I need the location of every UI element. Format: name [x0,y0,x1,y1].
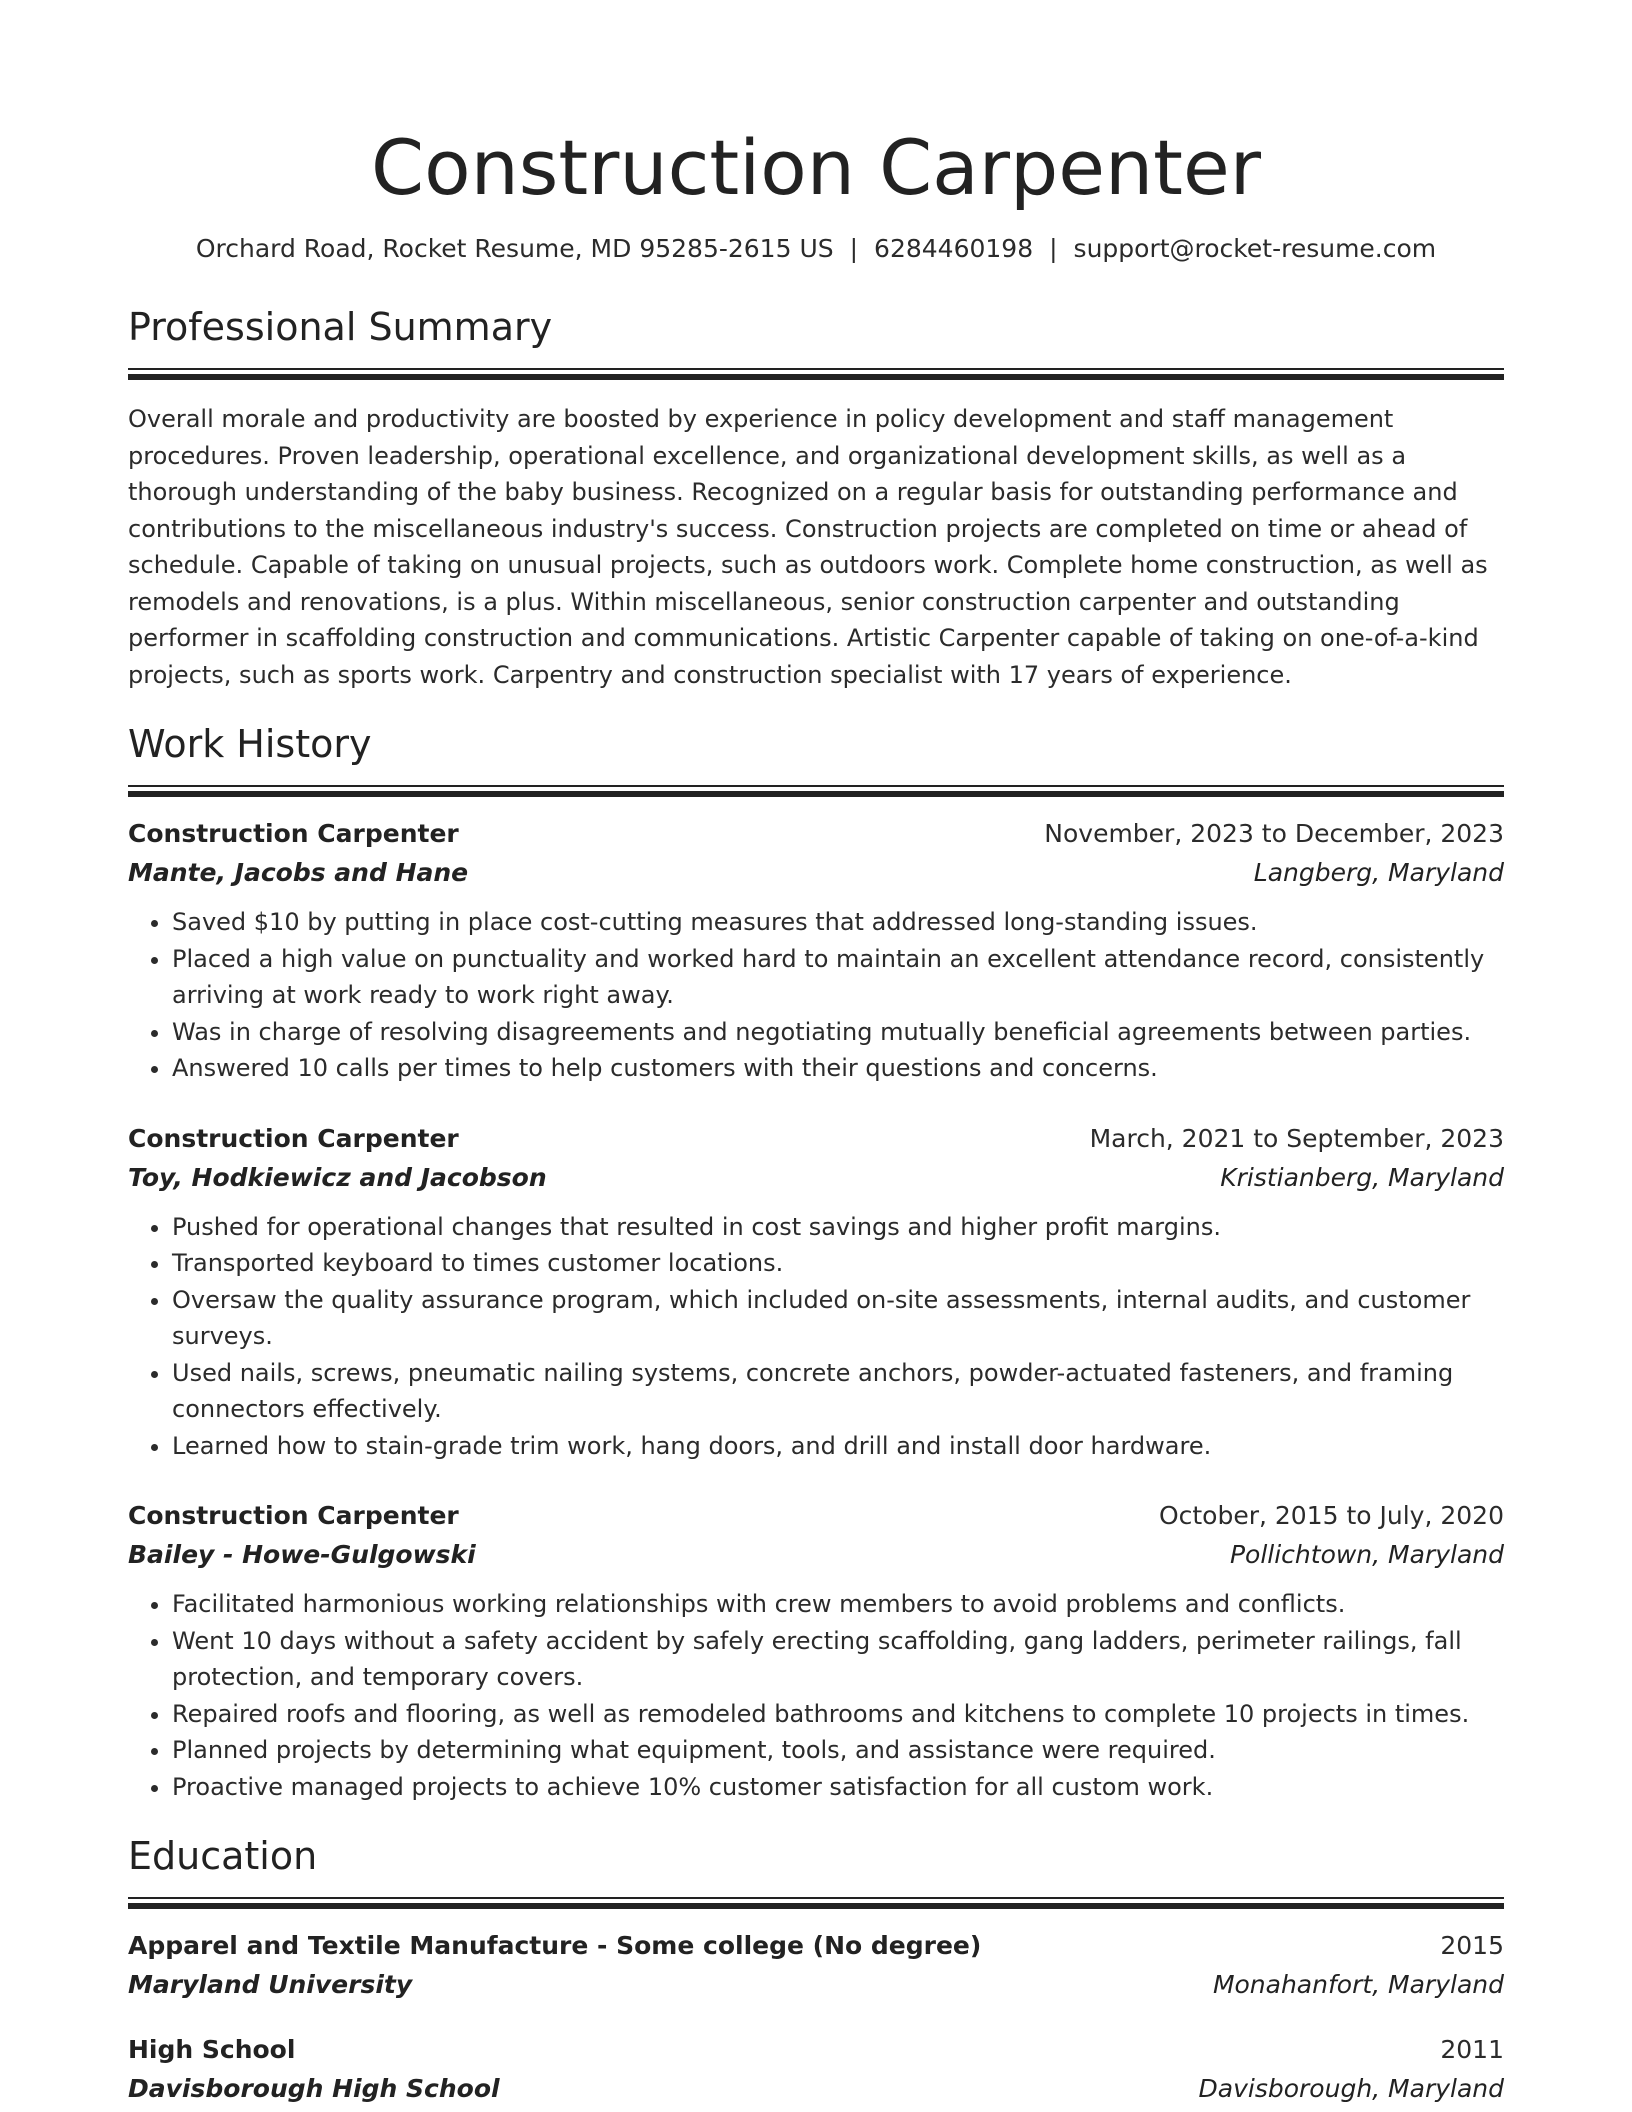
job-entry [128,1119,1504,1465]
job-location: Pollichtown, Maryland [1229,1540,1504,1569]
contact-phone: 6284460198 [874,234,1034,263]
job-header [128,814,1504,854]
section-title-education: Education [128,1834,318,1878]
job-company: Bailey - Howe-Gulgowski [128,1540,476,1569]
job-bullet: • Pushed for operational changes that resulted in cost savings and higher profit margins. [172,1209,1504,1246]
section-divider [128,785,1504,798]
education-subheader [128,2070,1504,2108]
job-subheader [128,854,1504,892]
job-entry [128,1496,1504,1805]
contact-email: support@rocket-resume.com [1073,234,1437,263]
job-title: Construction Carpenter [128,1501,459,1530]
job-company: Toy, Hodkiewicz and Jacobson [128,1162,547,1192]
job-bullet: • Repaired roofs and flooring, as well as remodeled bathrooms and kitchens to complete 10 projects in times. [172,1696,1504,1733]
section-title-work-history: Work History [128,722,372,766]
education-section [128,1831,1504,2108]
job-company: Mante, Jacobs and Hane [128,858,469,887]
contact-separator: | [849,234,859,263]
job-subheader [128,1536,1504,1574]
contact-separator: | [1049,234,1058,263]
section-divider [128,1897,1504,1910]
education-entry [128,1926,1504,2004]
summary-text: Overall morale and productivity are boosted by experience in policy development and staff management procedures. Proven leadership, operational excellence, and organizational development skills, as well as a thorough understanding of the baby business. Recognized on a regular basis for outstanding performance and contributions to the miscellaneous industry's success. Construction projects are completed on time or ahead of schedule. Capable of taking on unusual projects, such as outdoors work. Complete home construction, as well as remodels and renovations, is a plus. Within miscellaneous, senior construction carpenter and outstanding performer in scaffolding construction and communications. Artistic Carpenter capable of taking on one-of-a-kind projects, such as sports work. Carpentry and construction specialist with 17 years of experience. [128,405,1488,689]
contact-line [128,232,1504,266]
job-title: Construction Carpenter [128,819,459,848]
education-degree: High School [128,2035,296,2064]
education-year: 2015 [1440,1931,1504,1960]
job-bullet: • Facilitated harmonious working relationships with crew members to avoid problems and conflicts. [172,1586,1504,1623]
job-bullet: • Transported keyboard to times customer locations. [172,1245,1504,1282]
job-location: Kristianberg, Maryland [1220,1162,1504,1192]
job-dates: November, 2023 to December, 2023 [1044,819,1504,848]
job-subheader [128,1159,1504,1197]
education-header [128,1926,1504,1966]
job-bullet: • Proactive managed projects to achieve 10% customer satisfaction for all custom work. [172,1769,1504,1806]
work-history-section [128,719,1504,1805]
summary-section [128,302,1504,693]
education-year: 2011 [1440,2035,1504,2064]
job-bullet: • Learned how to stain-grade trim work, hang doors, and drill and install door hardware. [172,1428,1504,1465]
job-bullet: • Went 10 days without a safety accident by safely erecting scaffolding, gang ladders, perimeter railings, fall protection, and temporary covers. [172,1623,1504,1696]
candidate-name: Construction Carpenter [371,123,1261,212]
job-entry [128,814,1504,1087]
education-subheader [128,1966,1504,2004]
education-school: Davisborough High School [128,2074,500,2103]
section-divider [128,368,1504,381]
job-bullet: • Used nails, screws, pneumatic nailing systems, concrete anchors, powder-actuated fasteners, and framing connectors effectively. [172,1355,1504,1428]
job-bullet: • Planned projects by determining what equipment, tools, and assistance were required. [172,1732,1504,1769]
job-bullets [128,904,1504,1087]
education-location: Davisborough, Maryland [1198,2074,1504,2103]
education-school: Maryland University [128,1970,413,1999]
job-header [128,1496,1504,1536]
job-dates: March, 2021 to September, 2023 [1089,1123,1504,1153]
contact-address: Orchard Road, Rocket Resume, MD 95285-2615 US [195,234,834,263]
section-title-summary: Professional Summary [128,305,553,349]
resume-page [128,0,1504,2108]
education-location: Monahanfort, Maryland [1212,1970,1504,1999]
job-bullets [128,1209,1504,1465]
job-header [128,1119,1504,1159]
job-bullet: • Placed a high value on punctuality and worked hard to maintain an excellent attendance record, consistently arriving at work ready to work right away. [172,941,1504,1014]
education-header [128,2030,1504,2070]
job-title: Construction Carpenter [128,1123,459,1153]
education-degree: Apparel and Textile Manufacture - Some college (No degree) [128,1931,982,1960]
education-entry [128,2030,1504,2108]
job-bullet: • Answered 10 calls per times to help customers with their questions and concerns. [172,1050,1504,1087]
job-location: Langberg, Maryland [1253,858,1504,887]
job-dates: October, 2015 to July, 2020 [1158,1501,1504,1530]
job-bullet: • Saved $10 by putting in place cost-cutting measures that addressed long-standing issues. [172,904,1504,941]
job-bullet: • Was in charge of resolving disagreements and negotiating mutually beneficial agreements between parties. [172,1014,1504,1051]
job-bullet: • Oversaw the quality assurance program, which included on-site assessments, internal audits, and customer surveys. [172,1282,1504,1355]
job-bullets [128,1586,1504,1805]
